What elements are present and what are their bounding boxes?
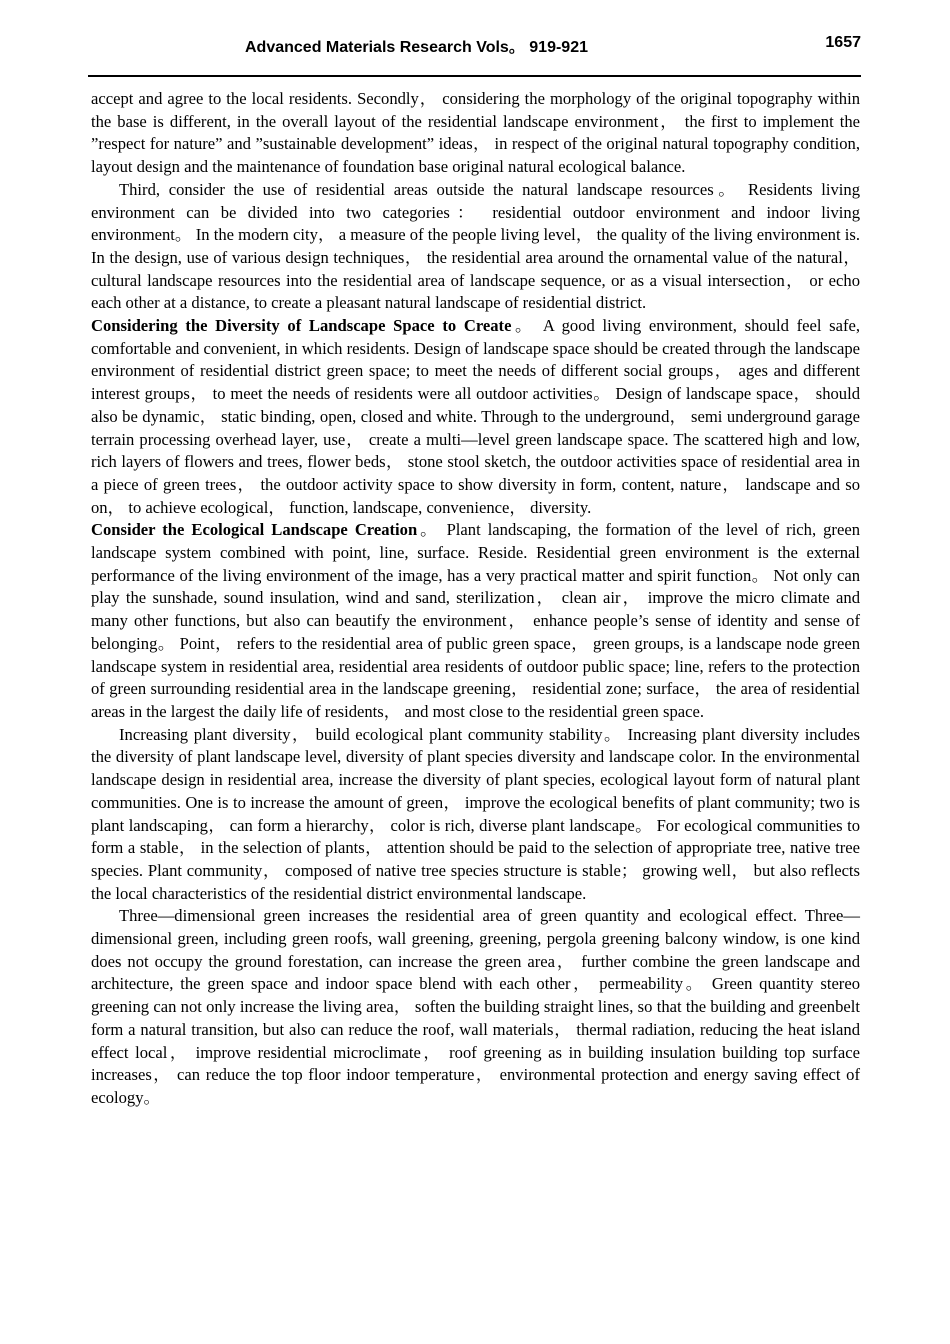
paragraph-2 [91, 179, 860, 315]
paragraph-6 [91, 905, 860, 1109]
paragraph-text: 。 Plant landscaping, the formation of the level of rich, green landscape system combined with point, line, surface. Reside. Residential green environment is the external performance of the living environment of the image, has a very practical matter and spirit function。 Not only can play the sunshade, sound insulation, wind and sand, sterilization， clean air， improve the micro climate and many other functions, but also can beautify the environment， enhance people’s sense of identity and sense of belonging。 Point， refers to the residential area of public green space， green groups, is a landscape node green landscape system in residential area, residential area residents of outdoor public space; line, refers to the protection of green surrounding residential area in the landscape greening， residential zone; surface， the area of residential areas in the largest the daily life of residents， and most close to the residential green space. [91, 520, 860, 721]
section-heading: Consider the Ecological Landscape Creation [91, 520, 418, 540]
paragraph-text: 。 A good living environment, should feel safe, comfortable and convenient, in which residents. Design of landscape space should be created through the landscape environment of residential district green space; to meet the needs of different social groups， ages and different interest groups， to meet the needs of residents were all outdoor activities。 Design of landscape space， should also be dynamic， static binding, open, closed and white. Through to the underground， semi underground garage terrain processing overhead layer, use， create a multi—level green landscape space. The scattered high and low, rich layers of flowers and trees, flower beds， stone stool sketch, the outdoor activities space of residential area in a piece of green trees， the outdoor activity space to show diversity in form, content, nature， landscape and so on， to achieve ecological， function, landscape, convenience， diversity. [91, 316, 860, 517]
header-rule [88, 75, 861, 77]
paragraph-3 [91, 315, 860, 519]
journal-title: Advanced Materials Research Vols。 919-921 [245, 39, 588, 56]
paragraph-text: Three—dimensional green increases the residential area of green quantity and ecological effect. Three—dimensional green, including green roofs, wall greening, greening, pergola greening balcony window, is one kind does not occupy the ground forestation, can increase the green area， further combine the green landscape and architecture, the green space and indoor space blend with each other， permeability。 Green quantity stereo greening can not only increase the living area， soften the building straight lines, so that the building and greenbelt form a natural transition, but also can reduce the roof, wall materials， thermal radiation, reducing the heat island effect local， improve residential microclimate， roof greening as in building insulation building top surface increases， can reduce the top floor indoor temperature， environmental protection and energy saving effect of ecology。 [91, 906, 860, 1107]
paragraph-4 [91, 519, 860, 723]
running-header [88, 34, 861, 62]
body-text [91, 88, 860, 1110]
paragraph-text: accept and agree to the local residents. Secondly， considering the morphology of the original topography within the base is different, in the overall layout of the residential landscape environment， the first to implement the ”respect for nature” and ”sustainable development” ideas， in respect of the original natural topography condition, layout design and the maintenance of foundation base original natural ecological balance. [91, 89, 860, 177]
paragraph-text: Third, consider the use of residential areas outside the natural landscape resources。 Residents living environment can be divided into two categories： residential outdoor environment and indoor living environment。 In the modern city， a measure of the people living level， the quality of the living environment is. In the design, use of various design techniques， the residential area around the ornamental value of the natural， cultural landscape resources into the residential area of landscape sequence, or as a visual intersection， or echo each other at a distance, to create a pleasant natural landscape of residential district. [91, 179, 860, 313]
paragraph-1 [91, 88, 860, 179]
paragraph-text: Increasing plant diversity， build ecological plant community stability。 Increasing plant diversity includes the diversity of plant landscape level, diversity of plant species diversity and landscape color. In the environmental landscape design in residential area, increase the diversity of plant species, ecological layout form of natural plant communities. One is to increase the amount of green， improve the ecological benefits of plant community; two is plant landscaping， can form a hierarchy， color is rich, diverse plant landscape。 For ecological communities to form a stable， in the selection of plants， attention should be paid to the selection of appropriate tree, native tree species. Plant community， composed of native tree species structure is stable； growing well， but also reflects the local characteristics of the residential district environmental landscape. [91, 724, 860, 903]
page-number: 1657 [825, 34, 861, 51]
paragraph-5 [91, 724, 860, 906]
section-heading: Considering the Diversity of Landscape Space to Create [91, 316, 512, 336]
